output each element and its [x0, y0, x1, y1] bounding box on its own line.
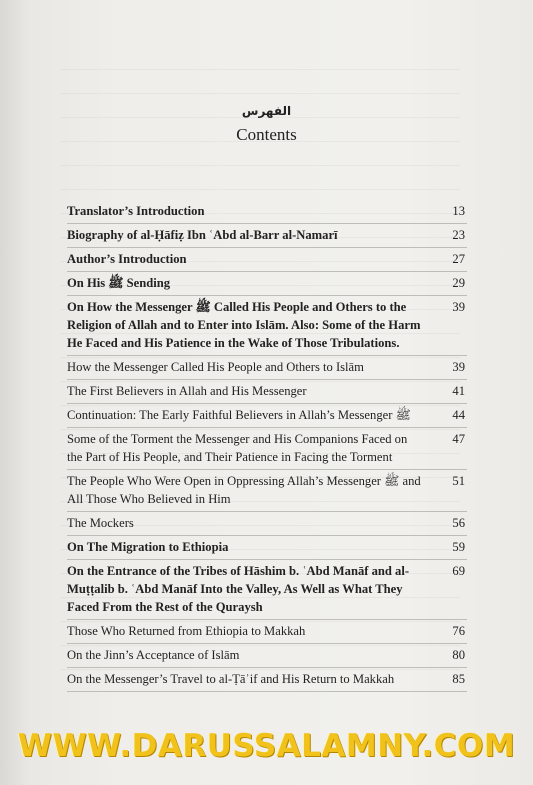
toc-entry-title: The Mockers: [67, 516, 134, 530]
toc-entry: [67, 620, 467, 644]
toc-page-number: 51: [452, 474, 465, 488]
toc-entry-title: The First Believers in Allah and His Messenger: [67, 384, 307, 398]
toc-entry-title: On His ﷺ Sending: [67, 276, 171, 290]
toc-entry: [67, 224, 467, 248]
toc-entry-title: On How the Messenger ﷺ Called His People and Others to the Religion of Allah and to Enter into Islām. Also: Some of the Harm He Faced and His Patience in the Wake of Those Tribulations.: [67, 300, 421, 350]
toc-page-number: 29: [452, 276, 465, 290]
toc-entry: [67, 272, 467, 296]
toc-entry: [67, 404, 467, 428]
toc-entry-title: On the Messenger’s Travel to al-Ṭāʾif and His Return to Makkah: [67, 672, 395, 686]
toc-page-number: 56: [452, 516, 465, 530]
toc-entry: [67, 248, 467, 272]
toc-entry: [67, 428, 467, 470]
toc-entry-title: On the Jinn’s Acceptance of Islām: [67, 648, 240, 662]
toc-page-number: 23: [452, 228, 465, 242]
toc-page-number: 76: [452, 624, 465, 638]
toc-entry: [67, 200, 467, 224]
toc-page-number: 85: [452, 672, 465, 686]
toc-page-number: 69: [452, 564, 465, 578]
toc-entry: [67, 470, 467, 512]
toc-entry-title: How the Messenger Called His People and Others to Islām: [67, 360, 364, 374]
toc-entry: [67, 668, 467, 692]
arabic-heading: الفهرس: [241, 104, 292, 118]
toc-entry: [67, 560, 467, 620]
toc-page-number: 39: [452, 300, 465, 314]
toc-page-number: 80: [452, 648, 465, 662]
toc-entry: [67, 296, 467, 356]
table-of-contents: [67, 200, 467, 692]
toc-entry-title: On The Migration to Ethiopia: [67, 540, 229, 554]
toc-entry-title: Continuation: The Early Faithful Believers in Allah’s Messenger ﷺ: [67, 408, 411, 422]
toc-entry-title: Those Who Returned from Ethiopia to Makkah: [67, 624, 306, 638]
toc-entry-title: The People Who Were Open in Oppressing Allah’s Messenger ﷺ and All Those Who Believed in Him: [67, 474, 421, 506]
page-title: Contents: [236, 125, 297, 144]
toc-page-number: 39: [452, 360, 465, 374]
toc-entry: [67, 644, 467, 668]
toc-page-number: 47: [452, 432, 465, 446]
toc-page-number: 59: [452, 540, 465, 554]
toc-page-number: 27: [452, 252, 465, 266]
toc-entry-title: On the Entrance of the Tribes of Hāshim b. ʿAbd Manāf and al-Muṭṭalib b. ʿAbd Manāf Into the Valley, As Well as What They Faced From the Rest of the Quraysh: [67, 564, 410, 614]
toc-entry-title: Biography of al-Ḥāfiẓ Ibn ʿAbd al-Barr al-Namarī: [67, 228, 338, 242]
toc-entry: [67, 536, 467, 560]
toc-entry: [67, 380, 467, 404]
toc-page-number: 44: [452, 408, 465, 422]
toc-entry: [67, 512, 467, 536]
toc-entry-title: Translator’s Introduction: [67, 204, 205, 218]
toc-page-number: 41: [452, 384, 465, 398]
toc-entry: [67, 356, 467, 380]
toc-entry-title: Some of the Torment the Messenger and His Companions Faced on the Part of His People, and Their Patience in Facing the Torment: [67, 432, 408, 464]
watermark: WWW.DARUSSALAMNY.COM: [17, 728, 516, 764]
toc-page-number: 13: [452, 204, 465, 218]
toc-entry-title: Author’s Introduction: [67, 252, 187, 266]
